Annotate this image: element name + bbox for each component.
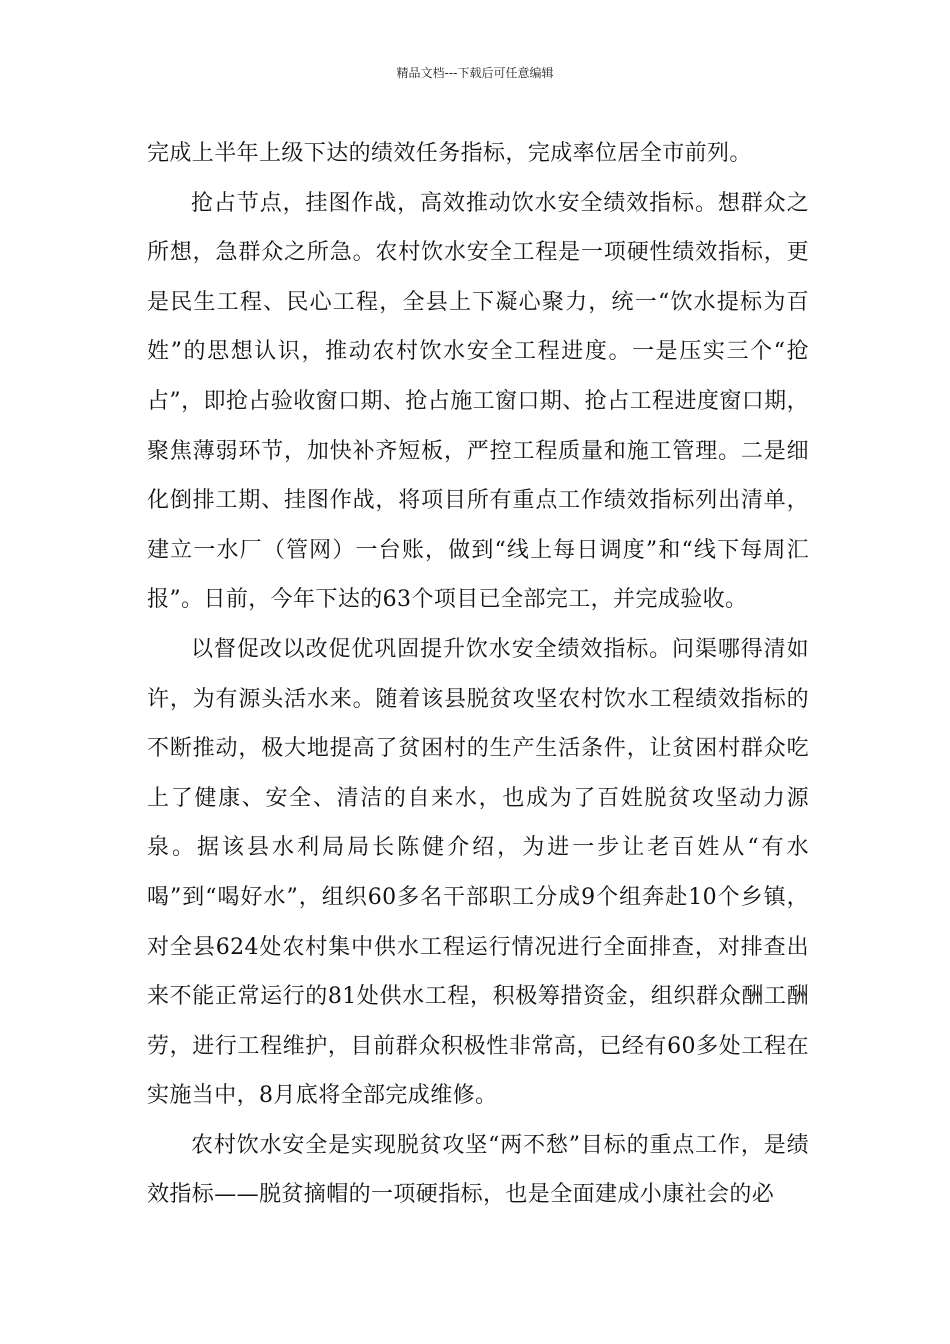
paragraph-1: 完成上半年上级下达的绩效任务指标，完成率位居全市前列。 — [147, 141, 752, 166]
document-body — [147, 129, 809, 1220]
page-header: 精品文档---下载后可任意编辑 — [396, 66, 554, 80]
paragraph-2: 抢占节点，挂图作战，高效推动饮水安全绩效指标。想群众之所想，急群众之所急。农村饮水安全工程是一项硬性绩效指标，更是民生工程、民心工程，全县上下凝心聚力，统一“饮水提标为百姓”的思想认识，推动农村饮水安全工程进度。一是压实三个“抢占”，即抢占验收窗口期、抢占施工窗口期、抢占工程进度窗口期，聚焦薄弱环节，加快补齐短板，严控工程质量和施工管理。二是细化倒排工期、挂图作战，将项目所有重点工作绩效指标列出清单，建立一水厂（管网）一台账，做到“线上每日调度”和“线下每周汇报”。日前，今年下达的63个项目已全部完工，并完成验收。 — [147, 190, 809, 613]
paragraph-4: 农村饮水安全是实现脱贫攻坚“两不愁”目标的重点工作，是绩效指标——脱贫摘帽的一项硬指标，也是全面建成小康社会的必 — [147, 1132, 809, 1208]
paragraph-3: 以督促改以改促优巩固提升饮水安全绩效指标。问渠哪得清如许，为有源头活水来。随着该县脱贫攻坚农村饮水工程绩效指标的不断推动，极大地提高了贫困村的生产生活条件，让贫困村群众吃上了健康、安全、清洁的自来水，也成为了百姓脱贫攻坚动力源泉。据该县水利局局长陈健介绍，为进一步让老百姓从“有水喝”到“喝好水”，组织60多名干部职工分成9个组奔赴10个乡镇，对全县624处农村集中供水工程运行情况进行全面排查，对排查出来不能正常运行的81处供水工程，积极筹措资金，组织群众酬工酬劳，进行工程维护，目前群众积极性非常高，已经有60多处工程在实施当中，8月底将全部完成维修。 — [147, 636, 809, 1109]
